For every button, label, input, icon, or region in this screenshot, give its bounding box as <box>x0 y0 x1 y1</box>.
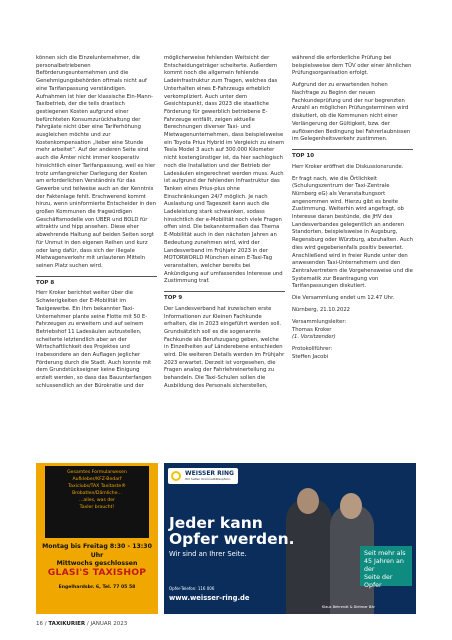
column-3 <box>292 55 413 362</box>
section-heading: TOP 10 <box>292 152 315 159</box>
photo-credit: Klaus Behrendt & Dietmar Bär <box>322 605 375 609</box>
paragraph: Er fragt nach, wie die Örtlichkeit (Schulungszentrum der Taxi-Zentrale Nürnberg eG) als Veranstaltungsort angenommen wird. Hierzu gibt es breite Zustimmung. Weiterhin wird angefragt, ob Interesse daran bestünde, die JHV des Landesverbandes gelegentlich an anderen Standorten, beispielsweise in Augsburg, Regensburg oder Würzburg, abzuhalten. Auch dies wird gegebenenfalls positiv bewertet. Anschließend wird in freier Runde unter den anwesenden Taxi-Unternehmern und den Zentralvertretern die Vorgehensweise und die Systematik zur Beantragung von Tarifanpassungen diskutiert. <box>292 175 413 290</box>
paragraph: während die erforderliche Prüfung bei beispielsweise dem TÜV oder einer ähnlichen Prüfungsorganisation erfolgt. <box>292 55 412 77</box>
ad-headline <box>169 515 295 547</box>
page-number: 16 <box>36 621 43 627</box>
protocol-label: Protokollführer: <box>292 346 333 353</box>
column-2 <box>164 55 285 395</box>
section-divider <box>164 291 285 292</box>
glasi-taxishop-ad <box>36 463 158 614</box>
leader-role: (1. Vorsitzender) <box>292 334 336 341</box>
protocol-name: Steffen Jacobi <box>292 354 329 361</box>
ad-line: ...alles, was der <box>79 498 115 503</box>
ad-line: Taxiclubs/TAX Taxitaste® <box>68 484 126 489</box>
box-line: 45 Jahren an der <box>364 558 404 573</box>
magazine-name: TAXIKURIER <box>48 621 86 627</box>
paragraph: Der Landesverband hat inzwischen erste Informationen zur Kleinen Fachkunde erhalten, die in 2023 eingeführt werden soll. Grundsätzlich soll es die sogenannte Fachkunde als Berufszugang geben, welche in Einzelheiten auf Länderebene entschieden wird. Die weiteren Details werden im Frühjahr 2023 erwartet. Derzeit ist vorgesehen, die Fragen analog der Fahrlehreinerteilung zu behandeln. Die Taxi-Schulen sollen die Ausbildung des Personals sicherstellen, <box>164 305 285 389</box>
ad-opening-hours <box>40 543 154 569</box>
section-divider <box>36 276 157 277</box>
section-divider <box>292 149 413 150</box>
ad-shop-address: Engelhardsbr. 6, Tel. 77 05 58 <box>58 585 136 590</box>
leader-name: Thomas Kroker <box>292 326 332 333</box>
issue: / JANUAR 2023 <box>86 621 128 627</box>
paragraph: können sich die Einzelunternehmer, die personalbetriebenen Beförderungsunternehmen und die Genehmigungsbehörden oftmals nicht auf eine Tarifanpassung verständigen. Aufnahmen ist hier der klassische Ein-Mann-Taxibetrieb, der die teils drastisch gestiegenen Kosten aufgrund einer befürchteten Konsumzurückhaltung der Fahrgäste nicht über eine Tariferhöhung ausgleichen möchte und zur Kostenkompensation „lieber eine Stunde mehr arbeitet“. Auf der anderen Seite sind auch die Ämter nicht immer kooperativ hinsichtlich einer Tarifanpassung, weil es hier trotz umfangreicher Darlegung der Kosten am erforderlichen Verständnis für das Gewerbe und teilweise auch an der Kenntnis der Faktenlage fehlt. Erschwerend kommt hinzu, wenn uninformierte Entscheider in den großen Kommunen die fragwürdigen Geschäftsmodelle von UBER und BOLD für attraktiv und hipp ansehen. Diese eher abwehrende Haltung auf beiden Seiten sorgt für Unmut in den eigenen Reihen und kurz oder lang dafür, dass sich der illegale Mietwagenverkehr mit unlauteren Mitteln seinen Platz suchen wird. <box>36 55 156 269</box>
ad-phone: Opfer-Telefon: 116 006 <box>169 586 215 591</box>
ad-line: Gesamtes Formularwesen <box>67 470 127 475</box>
headline-line: Jeder kann <box>169 514 263 532</box>
ad-url[interactable]: www.weisser-ring.de <box>169 594 250 602</box>
ad-info-box <box>360 546 412 589</box>
leader-label: Versammlungsleiter: <box>292 319 347 326</box>
weisser-ring-ad <box>164 463 416 614</box>
box-line: Seite der Opfer <box>364 574 393 589</box>
paragraph: Aufgrund der zu erwartenden hohen Nachfrage zu Beginn der neuen Fachkundeprüfung und der nur begrenzten Anzahl an möglichen Prüfungsterminen wird diskutiert, ob die Kommunen nicht einer Verlängerung der Gültigkeit, bzw. der auflösenden Bedingung bei Fahrerlaubnissen im Gelegenheitsverkehr zustimmen. <box>292 82 411 143</box>
ring-icon <box>171 471 181 481</box>
ad-line: Brobatlen/Dämliche... <box>72 491 122 496</box>
hours-line: Mittwochs geschlossen <box>56 560 138 567</box>
headline-line: Opfer werden. <box>169 530 295 548</box>
logo-name: WEISSER RING <box>185 470 234 477</box>
hours-line: Montag bis Freitag 8:30 - 13:30 Uhr <box>42 543 152 559</box>
ad-shop-name: GLASI'S TAXISHOP <box>47 567 147 578</box>
person-head <box>340 493 362 519</box>
paragraph: möglicherweise fehlenden Weitsicht der Entscheidungsträger scheiterte. Außerdem kommt noch die allgemein fehlende Ladeinfrastruktur zum Tragen, welches das Unterhalten eines E-Fahrzeugs erheblich verkompliziert. Auch unter dem Gesichtspunkt, dass 2023 die staatliche Förderung für gewerblich betriebene E-Fahrzeuge entfällt, zeigen aktuelle Berechnungen diverser Taxi- und Mietwagenunternehmen, dass beispielsweise ein Toyota Prius Hybrid im Vergleich zu einem Tesla Model 3 auch auf 300.000 Kilometer nicht kostengünstiger ist, da hier sachlogisch noch die Installation und der Betrieb der Ladesäulen eingerechnet werden muss. Auch ist aufgrund der fehlenden Infrastruktur das Tanken eines Prius-plus ohne Einschränkungen 24/7 möglich. Je nach Auslastung und Tageszeit kann auch die Ladeleistung stark schwanken, sodass hinsichtlich der e-Mobilität noch viele Fragen offen sind. Die bekanntermaßen das Thema E-Mobilität auch in den nächsten Jahren an Bedeutung zunehmen wird, wird der Landesverband im Frühjahr 2023 in der MOTORWORLD München einen E-Taxi-Tag veranstalten, welcher bereits bei Ankündigung auf umfassendes Interesse und Zustimmung traf. <box>164 55 285 285</box>
column-1 <box>36 55 157 395</box>
logo-subtitle: Wir helfen Kriminalitätsopfern. <box>185 477 231 481</box>
ad-line: Aufkleber/KFZ-Bedarf <box>72 477 122 482</box>
person-head <box>297 488 319 514</box>
paragraph: Herr Kroker berichtet weiter über die Schwierigkeiten der E-Mobilität im Taxigewerbe. Ein Ihm bekannter Taxi-Unternehmer plante seine Flotte mit 50 E-Fahrzeugen zu erweitern und auf seinem Betriebshof 11 Ladesäulen aufzustellen, scheiterte letztendlich aber an der Wirtschaftlichkeit des Projektes und insbesondere an den Auflagen jeglicher Förderung durch die Stadt. Auch konnte mit dem Grundstückseigner keine Einigung erzielt werden, so dass das Bauunterfangen schlussendlich an der Bürokratie und der <box>36 290 152 389</box>
date-place: Nürnberg, 21.10.2022 <box>292 307 351 314</box>
ad-product-list <box>45 466 149 538</box>
ad-line: Taxler braucht! <box>79 505 115 510</box>
section-heading: TOP 8 <box>36 279 55 286</box>
section-heading: TOP 9 <box>164 295 183 302</box>
ad-tagline: Wir sind an Ihrer Seite. <box>169 550 247 558</box>
box-line: Seit mehr als <box>364 550 406 557</box>
page-footer: 16 / TAXIKURIER / JANUAR 2023 <box>36 621 128 627</box>
weisser-ring-logo <box>168 468 238 484</box>
paragraph: Herr Kroker eröffnet die Diskussionsrunde. <box>292 163 404 170</box>
paragraph: Die Versammlung endet um 12.47 Uhr. <box>292 295 395 302</box>
